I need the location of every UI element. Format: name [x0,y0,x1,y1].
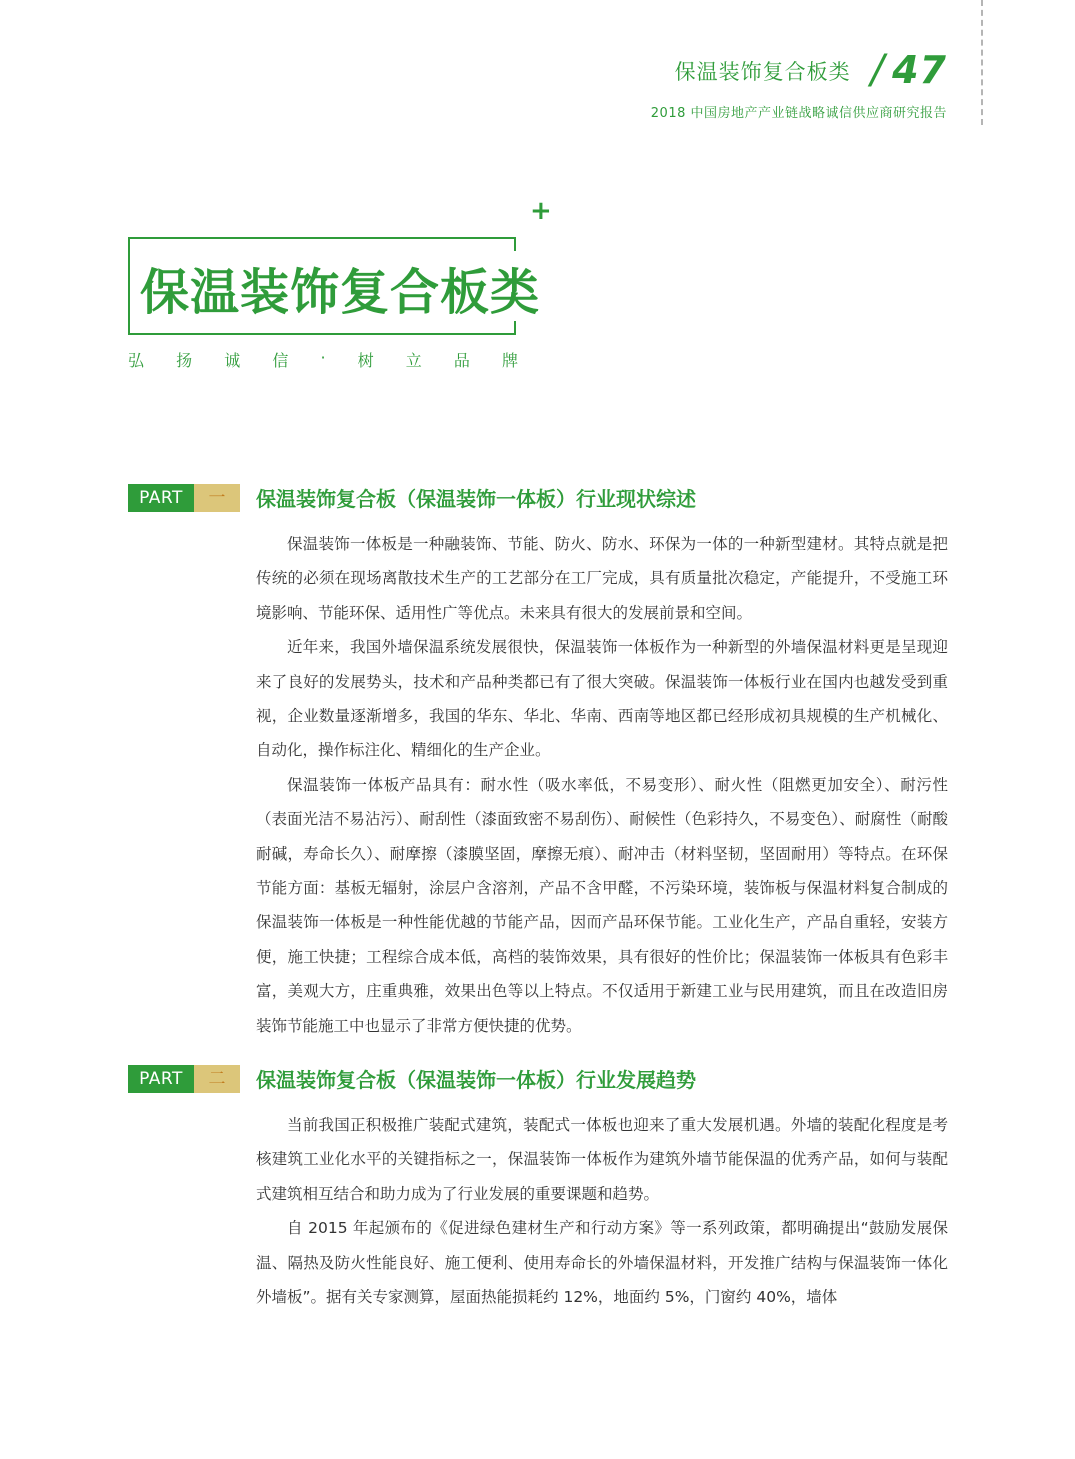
header-section-title: 保温装饰复合板类 [674,60,851,84]
header-dashed-rule [981,0,983,125]
part-number: 二 [194,1065,240,1093]
header-row [651,47,947,93]
part-2-body [256,1108,948,1314]
page-number: 47 [892,48,947,92]
paragraph: 保温装饰一体板产品具有：耐水性（吸水率低，不易变形）、耐火性（阻燃更加安全）、耐污性（表面光洁不易沾污）、耐刮性（漆面致密不易刮伤）、耐候性（色彩持久，不易变色）、耐腐性（耐酸耐碱，寿命长久）、耐摩擦（漆膜坚固，摩擦无痕）、耐冲击（材料坚韧，坚固耐用）等特点。在环保节能方面：基板无辐射，涂层户含溶剂，产品不含甲醛，不污染环境，装饰板与保温材料复合制成的保温装饰一体板是一种性能优越的节能产品，因而产品环保节能。工业化生产，产品自重轻，安装方便，施工快捷；工程综合成本低，高档的装饰效果，具有很好的性价比；保温装饰一体板具有色彩丰富，美观大方，庄重典雅，效果出色等以上特点。不仅适用于新建工业与民用建筑，而且在改造旧房装饰节能施工中也显示了非常方便快捷的优势。 [256,775,948,1035]
header-report-name: 2018 中国房地产产业链战略诚信供应商研究报告 [650,106,947,121]
part-heading-1 [128,483,696,512]
slogan-char: 弘 [128,351,145,370]
slogan [128,348,518,371]
slogan-char: 树 [357,351,374,370]
page-header [650,47,947,121]
slogan-char: 诚 [224,351,241,370]
slogan-char: 信 [272,351,289,370]
slogan-char: 立 [405,351,422,370]
paragraph: 当前我国正积极推广装配式建筑，装配式一体板也迎来了重大发展机遇。外墙的装配化程度是考核建筑工业化水平的关键指标之一，保温装饰一体板作为建筑外墙节能保温的优秀产品，如何与装配式建筑相互结合和助力成为了行业发展的重要课题和趋势。 [256,1116,948,1203]
slogan-char: 扬 [176,351,193,370]
paragraph: 自 2015 年起颁布的《促进绿色建材生产和行动方案》等一系列政策，都明确提出“鼓励发展保温、隔热及防火性能良好、施工便利、使用寿命长的外墙保温材料，开发推广结构与保温装饰一体化外墙板”。据有关专家测算，屋面热能损耗约 12%，地面约 5%，门窗约 40%，墙体 [256,1219,948,1307]
slogan-char: · [320,348,326,367]
slogan-char: 牌 [501,351,518,370]
paragraph: 近年来，我国外墙保温系统发展很快，保温装饰一体板作为一种新型的外墙保温材料更是呈现迎来了良好的发展势头，技术和产品种类都已有了很大突破。保温装饰一体板行业在国内也越发受到重视，企业数量逐渐增多，我国的华东、华北、华南、西南等地区都已经形成初具规模的生产机械化、自动化，操作标注化、精细化的生产企业。 [256,638,948,760]
part-number: 一 [194,484,240,512]
part-title: 保温装饰复合板（保温装饰一体板）行业现状综述 [256,487,696,511]
part-1-body [256,527,948,1043]
part-label: PART [128,484,194,512]
part-label: PART [128,1065,194,1093]
part-title: 保温装饰复合板（保温装饰一体板）行业发展趋势 [256,1068,696,1092]
slogan-char: 品 [453,351,470,370]
header-slash-divider: / [870,47,885,93]
page-title: 保温装饰复合板类 [140,264,541,321]
plus-icon: + [530,196,552,226]
part-heading-2 [128,1064,696,1093]
paragraph: 保温装饰一体板是一种融装饰、节能、防火、防水、环保为一体的一种新型建材。其特点就是把传统的必须在现场离散技术生产的工艺部分在工厂完成，具有质量批次稳定，产能提升，不受施工环境影响、节能环保、适用性广等优点。未来具有很大的发展前景和空间。 [256,535,948,622]
